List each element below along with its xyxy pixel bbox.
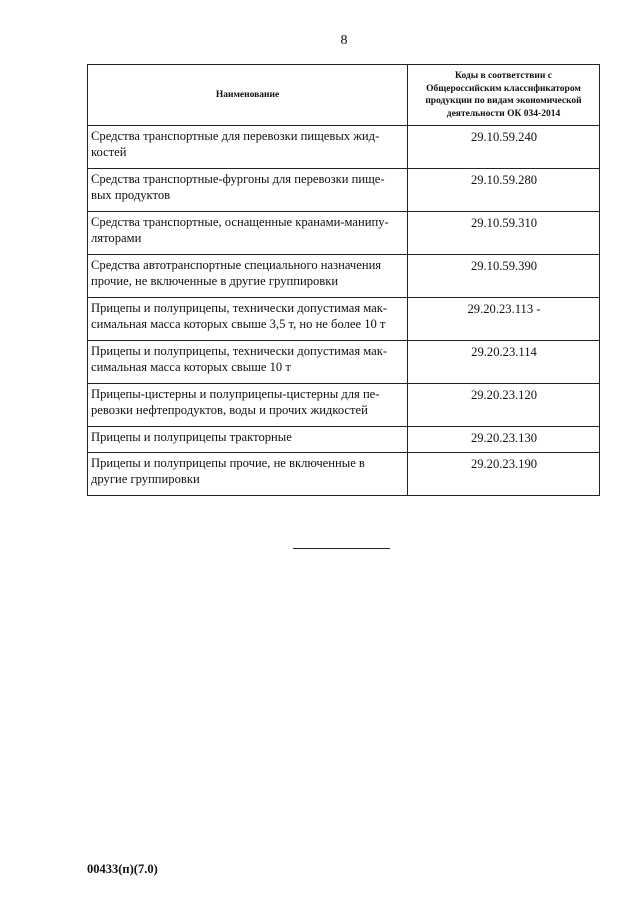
row-name-line: прочие, не включенные в другие группировки <box>91 273 339 288</box>
header-code-line: Коды в соответствии с <box>455 71 552 81</box>
row-code: 29.10.59.240 <box>408 126 600 169</box>
row-name-line: Прицепы и полуприцепы тракторные <box>91 430 292 444</box>
classification-table <box>87 64 600 496</box>
table-row <box>88 255 600 298</box>
row-name <box>88 427 408 453</box>
row-name-line: Средства автотранспортные специального назначения <box>91 258 382 272</box>
row-code: 29.20.23.190 <box>408 453 600 496</box>
row-name-line: Прицепы-цистерны и полуприцепы-цистерны для пе- <box>91 387 380 401</box>
table-row <box>88 427 600 453</box>
row-name-line: ляторами <box>91 230 142 245</box>
row-name <box>88 212 408 255</box>
row-name-line: вых продуктов <box>91 187 171 202</box>
row-name-line: Прицепы и полуприцепы прочие, не включенные в <box>91 456 365 470</box>
row-name-line: Средства транспортные, оснащенные кранами-манипу- <box>91 215 389 229</box>
table-row <box>88 453 600 496</box>
page-number: 8 <box>340 33 348 48</box>
row-name <box>88 255 408 298</box>
header-name: Наименование <box>88 65 408 126</box>
row-name-line: Прицепы и полуприцепы, технически допустимая мак- <box>91 344 388 358</box>
row-name <box>88 298 408 341</box>
row-name-line: симальная масса которых свыше 10 т <box>91 359 291 374</box>
header-code-line: деятельности ОК 034-2014 <box>446 108 561 119</box>
row-name-line: Прицепы и полуприцепы, технически допустимая мак- <box>91 301 388 315</box>
document-code: 00433(п)(7.0) <box>87 862 158 876</box>
table-row <box>88 341 600 384</box>
table-header-row <box>88 65 600 126</box>
row-code: 29.10.59.310 <box>408 212 600 255</box>
row-code: 29.20.23.120 <box>408 384 600 427</box>
row-name-line: другие группировки <box>91 471 200 486</box>
row-name <box>88 126 408 169</box>
header-code-line: продукции по видам экономической <box>425 96 582 106</box>
row-name <box>88 384 408 427</box>
row-code: 29.20.23.114 <box>408 341 600 384</box>
header-code-line: Общероссийским классификатором <box>426 83 581 94</box>
row-name-line: Средства транспортные-фургоны для перевозки пище- <box>91 172 385 186</box>
table-row <box>88 169 600 212</box>
header-code <box>408 65 600 126</box>
row-name-line: симальная масса которых свыше 3,5 т, но не более 10 т <box>91 316 386 331</box>
table-row <box>88 126 600 169</box>
row-name-line: Средства транспортные для перевозки пищевых жид- <box>91 129 380 143</box>
row-code: 29.20.23.113 - <box>408 298 600 341</box>
table-row <box>88 384 600 427</box>
closing-divider <box>293 548 390 549</box>
row-code: 29.20.23.130 <box>408 427 600 453</box>
table-row <box>88 212 600 255</box>
row-name <box>88 169 408 212</box>
table-row <box>88 298 600 341</box>
row-name-line: ревозки нефтепродуктов, воды и прочих жидкостей <box>91 402 368 417</box>
row-name-line: костей <box>91 144 127 159</box>
row-code: 29.10.59.390 <box>408 255 600 298</box>
row-code: 29.10.59.280 <box>408 169 600 212</box>
row-name <box>88 453 408 496</box>
row-name <box>88 341 408 384</box>
